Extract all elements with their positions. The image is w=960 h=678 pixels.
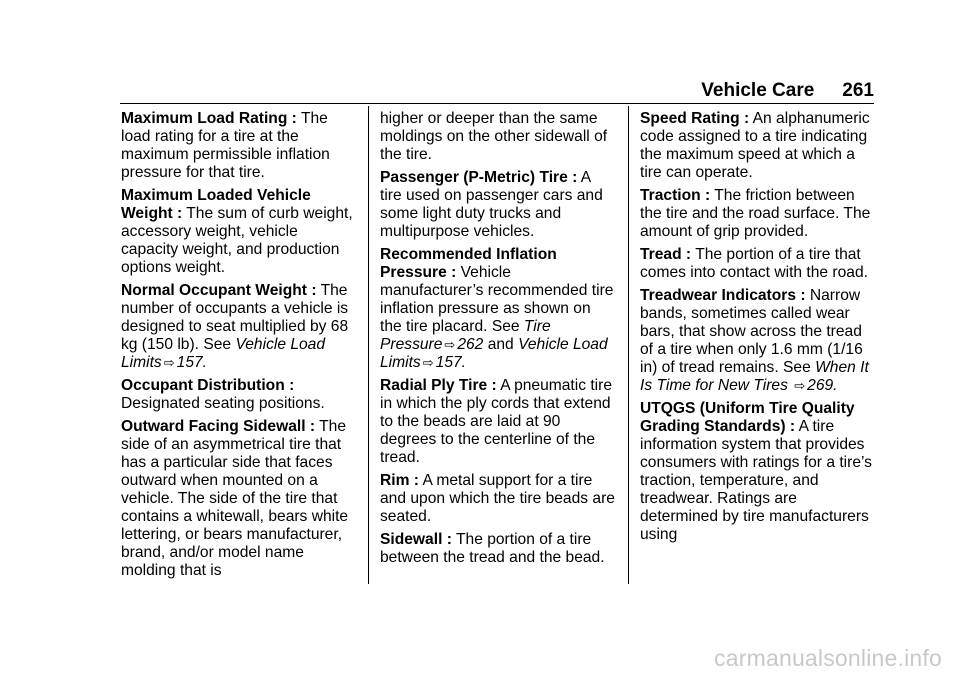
definition: An alphanumeric code assigned to a tire indicating the maximum speed at which a tire can operate. bbox=[640, 110, 870, 181]
glossary-entry bbox=[380, 472, 616, 526]
term: UTQGS (Uniform Tire Quality Grading Standards) : bbox=[640, 400, 855, 435]
term: Treadwear Indicators : bbox=[640, 287, 806, 304]
definition: A metal support for a tire and upon which the tire beads are seated. bbox=[380, 472, 615, 525]
column-3 bbox=[640, 110, 876, 549]
glossary-entry bbox=[640, 110, 876, 182]
glossary-entry-continued bbox=[380, 110, 616, 164]
term: Tread : bbox=[640, 246, 692, 263]
definition: The number of occupants a vehicle is designed to seat multiplied by 68 kg (150 lb). See bbox=[121, 282, 349, 353]
column-divider bbox=[368, 106, 369, 584]
cross-reference-link[interactable]: Tire Pressure bbox=[380, 318, 551, 353]
cross-reference-link[interactable]: Vehicle Load Limits bbox=[380, 336, 608, 371]
definition: The sum of curb weight, accessory weight, vehicle capacity weight, and production options weight. bbox=[121, 205, 353, 276]
term: Maximum Load Rating : bbox=[121, 110, 297, 127]
punctuation: . bbox=[833, 377, 838, 394]
term: Speed Rating : bbox=[640, 110, 750, 127]
glossary-entry bbox=[640, 246, 876, 282]
cross-reference-link[interactable]: When It Is Time for New Tires bbox=[640, 359, 869, 394]
definition-connector: and bbox=[487, 336, 514, 353]
glossary-entry bbox=[121, 110, 357, 182]
header-rule bbox=[120, 103, 874, 104]
column-2 bbox=[380, 110, 616, 572]
definition: Designated seating positions. bbox=[121, 395, 325, 412]
definition: A tire information system that provides consumers with ratings for a tire’s traction, temperature, and treadwear. Ratings are determined by tire manufacturers using bbox=[640, 418, 872, 543]
definition: The side of an asymmetrical tire that has a particular side that faces outward when mounted on a vehicle. The side of the tire that contains a whitewall, bears white lettering, or bears manufacturer, brand, and/or model name molding that is bbox=[121, 418, 349, 579]
cross-reference-page[interactable]: 157 bbox=[435, 354, 462, 371]
cross-reference-page[interactable]: 157 bbox=[176, 354, 203, 371]
glossary-entry bbox=[121, 187, 357, 277]
glossary-entry bbox=[121, 377, 357, 413]
term: Outward Facing Sidewall : bbox=[121, 418, 316, 435]
punctuation: . bbox=[202, 354, 208, 371]
glossary-entry bbox=[640, 287, 876, 395]
term: Radial Ply Tire : bbox=[380, 377, 497, 394]
glossary-entry bbox=[121, 418, 357, 580]
term: Traction : bbox=[640, 187, 711, 204]
definition: The portion of a tire between the tread and the bead. bbox=[380, 531, 605, 566]
cross-reference-page[interactable]: 262 bbox=[457, 336, 484, 353]
term: Maximum Loaded Vehicle Weight : bbox=[121, 187, 311, 222]
page-number: 261 bbox=[842, 80, 874, 101]
term: Occupant Distribution : bbox=[121, 377, 295, 394]
glossary-entry bbox=[380, 169, 616, 241]
definition: Narrow bands, sometimes called wear bars, that show across the tread of a tire when only 1.6 mm (1/16 in) of tread remains. See bbox=[640, 287, 863, 376]
cross-reference-page[interactable]: 269 bbox=[807, 377, 834, 394]
glossary-entry bbox=[380, 377, 616, 467]
section-title: Vehicle Care bbox=[701, 80, 815, 101]
glossary-entry bbox=[121, 282, 357, 372]
punctuation: . bbox=[461, 354, 467, 371]
term: Recommended Inflation Pressure : bbox=[380, 246, 557, 281]
definition: The friction between the tire and the road surface. The amount of grip provided. bbox=[640, 187, 871, 240]
term: Passenger (P-Metric) Tire : bbox=[380, 169, 578, 186]
definition: Vehicle manufacturer’s recommended tire inflation pressure as shown on the tire placard. See bbox=[380, 264, 614, 335]
glossary-entry bbox=[640, 400, 876, 544]
cross-reference-link[interactable]: Vehicle Load Limits bbox=[121, 336, 326, 371]
term: Sidewall : bbox=[380, 531, 452, 548]
glossary-entry bbox=[640, 187, 876, 241]
column-divider bbox=[628, 106, 629, 584]
glossary-entry bbox=[380, 246, 616, 372]
page-ref-arrow-icon: ⇨ bbox=[163, 355, 175, 370]
page-ref-arrow-icon: ⇨ bbox=[422, 355, 434, 370]
page-ref-arrow-icon: ⇨ bbox=[444, 337, 456, 352]
definition: A tire used on passenger cars and some light duty trucks and multipurpose vehicles. bbox=[380, 169, 603, 240]
page-ref-arrow-icon: ⇨ bbox=[794, 378, 806, 393]
page-header bbox=[701, 80, 874, 102]
definition: A pneumatic tire in which the ply cords that extend to the beads are laid at 90 degrees to the centerline of the tread. bbox=[380, 377, 613, 466]
definition: The load rating for a tire at the maximum permissible inflation pressure for that tire. bbox=[121, 110, 330, 181]
watermark: carmanualsonline.info bbox=[714, 645, 942, 671]
definition: The portion of a tire that comes into contact with the road. bbox=[640, 246, 868, 281]
column-1 bbox=[121, 110, 357, 585]
term: Normal Occupant Weight : bbox=[121, 282, 317, 299]
definition: higher or deeper than the same moldings on the other sidewall of the tire. bbox=[380, 110, 608, 163]
glossary-entry bbox=[380, 531, 616, 567]
term: Rim : bbox=[380, 472, 419, 489]
